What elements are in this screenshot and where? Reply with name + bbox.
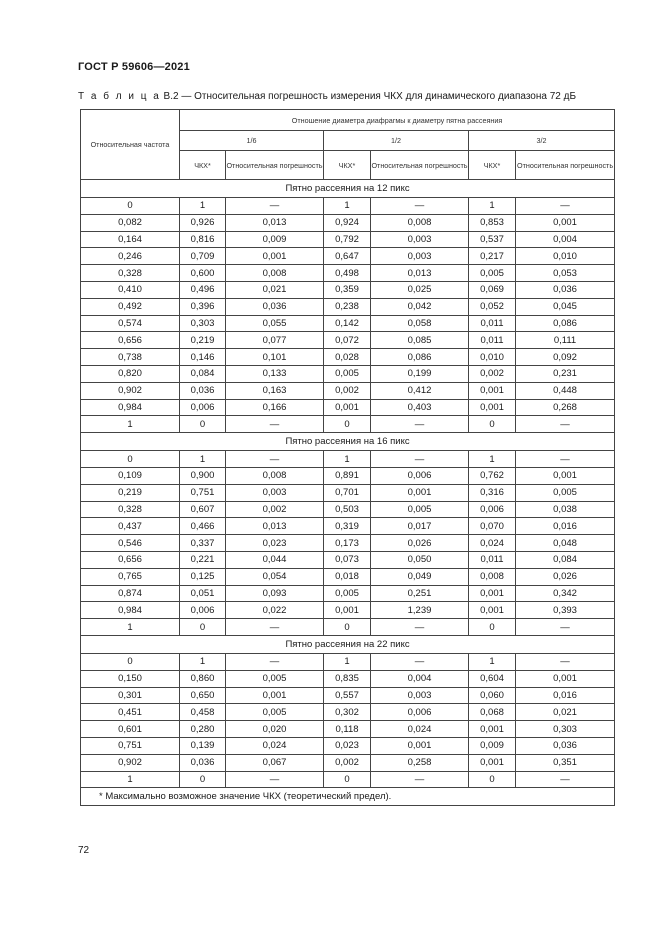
table-cell: 0,003 xyxy=(371,248,469,265)
table-cell: 0 xyxy=(180,619,226,636)
table-cell: 0,246 xyxy=(81,248,180,265)
table-cell: 0,647 xyxy=(324,248,371,265)
table-cell: 0,001 xyxy=(324,602,371,619)
table-cell: 0,009 xyxy=(226,231,324,248)
table-cell: 0,219 xyxy=(180,332,226,349)
table-cell: 0,816 xyxy=(180,231,226,248)
table-cell: 0,003 xyxy=(371,687,469,704)
table-cell: 0,403 xyxy=(371,399,469,416)
table-cell: 0,900 xyxy=(180,467,226,484)
table-cell: 0,025 xyxy=(371,281,469,298)
table-cell: 0,011 xyxy=(469,332,516,349)
table-cell: 0,006 xyxy=(180,602,226,619)
table-cell: 0,008 xyxy=(469,568,516,585)
table-row xyxy=(81,602,615,619)
table-cell: 0,221 xyxy=(180,551,226,568)
table-cell: 0,003 xyxy=(371,231,469,248)
table-cell: 0,011 xyxy=(469,315,516,332)
table-cell: 0,410 xyxy=(81,281,180,298)
table-cell: 0,010 xyxy=(516,248,615,265)
table-cell: 0,280 xyxy=(180,721,226,738)
table-cell: 0,001 xyxy=(469,754,516,771)
table-row xyxy=(81,214,615,231)
table-cell: 0,051 xyxy=(180,585,226,602)
table-cell: 0,001 xyxy=(469,721,516,738)
table-cell: 0,013 xyxy=(226,214,324,231)
header-chk: ЧКХ* xyxy=(180,151,226,180)
table-cell: — xyxy=(371,451,469,468)
table-row xyxy=(81,551,615,568)
table-cell: 0,005 xyxy=(226,704,324,721)
table-cell: 0,751 xyxy=(180,484,226,501)
table-cell: 0,021 xyxy=(516,704,615,721)
table-cell: 0,001 xyxy=(324,399,371,416)
table-cell: 0,701 xyxy=(324,484,371,501)
table-cell: 0,902 xyxy=(81,382,180,399)
table-cell: 0,765 xyxy=(81,568,180,585)
table-cell: — xyxy=(371,653,469,670)
table-cell: 0,101 xyxy=(226,349,324,366)
table-cell: 0,005 xyxy=(226,670,324,687)
table-cell: 1 xyxy=(81,771,180,788)
table-cell: 0,017 xyxy=(371,518,469,535)
table-row xyxy=(81,416,615,433)
table-row xyxy=(81,399,615,416)
table-cell: 0,173 xyxy=(324,535,371,552)
table-cell: 0,008 xyxy=(226,467,324,484)
table-cell: 0,709 xyxy=(180,248,226,265)
table-cell: 0,219 xyxy=(81,484,180,501)
table-row xyxy=(81,737,615,754)
table-cell: 0,820 xyxy=(81,365,180,382)
table-cell: 0,351 xyxy=(516,754,615,771)
table-cell: 0,052 xyxy=(469,298,516,315)
table-cell: 0,023 xyxy=(226,535,324,552)
table-cell: 0,328 xyxy=(81,265,180,282)
document-code: ГОСТ Р 59606—2021 xyxy=(78,61,190,73)
section-title: Пятно рассеяния на 12 пикс xyxy=(81,180,615,198)
table-cell: 0,005 xyxy=(324,365,371,382)
table-cell: 0,359 xyxy=(324,281,371,298)
table-cell: 0,860 xyxy=(180,670,226,687)
table-row xyxy=(81,332,615,349)
table-cell: 1 xyxy=(469,653,516,670)
table-cell: 0,303 xyxy=(516,721,615,738)
section-row xyxy=(81,433,615,451)
header-ratio-1-6: 1/6 xyxy=(180,131,324,151)
table-cell: 0,924 xyxy=(324,214,371,231)
table-cell: — xyxy=(516,771,615,788)
header-chk: ЧКХ* xyxy=(324,151,371,180)
table-cell: 0,001 xyxy=(469,382,516,399)
table-cell: 0,036 xyxy=(180,754,226,771)
table-cell: 0,067 xyxy=(226,754,324,771)
table-cell: 0,448 xyxy=(516,382,615,399)
table-cell: 0,022 xyxy=(226,602,324,619)
table-cell: 0,013 xyxy=(371,265,469,282)
table-caption xyxy=(78,91,576,102)
table-cell: 1 xyxy=(324,451,371,468)
table-cell: 0,036 xyxy=(226,298,324,315)
table-cell: 0,085 xyxy=(371,332,469,349)
table-row xyxy=(81,451,615,468)
table-cell: 0,084 xyxy=(180,365,226,382)
table-cell: 0,604 xyxy=(469,670,516,687)
table-cell: 0,006 xyxy=(469,501,516,518)
table-cell: 0,607 xyxy=(180,501,226,518)
table-cell: 0,503 xyxy=(324,501,371,518)
table-cell: 0,231 xyxy=(516,365,615,382)
table-cell: 0,268 xyxy=(516,399,615,416)
table-cell: 0,082 xyxy=(81,214,180,231)
table-row xyxy=(81,653,615,670)
table-cell: 0,337 xyxy=(180,535,226,552)
table-row xyxy=(81,281,615,298)
table-cell: 0,163 xyxy=(226,382,324,399)
table-cell: 0,001 xyxy=(469,585,516,602)
table-cell: 0,762 xyxy=(469,467,516,484)
table-cell: 0,150 xyxy=(81,670,180,687)
table-cell: 0,028 xyxy=(324,349,371,366)
table-cell: 0,069 xyxy=(469,281,516,298)
table-cell: 0,557 xyxy=(324,687,371,704)
table-cell: 0,005 xyxy=(516,484,615,501)
header-error: Относительная погрешность xyxy=(226,151,324,180)
table-row xyxy=(81,518,615,535)
table-cell: — xyxy=(516,619,615,636)
table-cell: 0,251 xyxy=(371,585,469,602)
table-cell: 1 xyxy=(324,653,371,670)
table-row xyxy=(81,501,615,518)
table-cell: 0,001 xyxy=(516,467,615,484)
table-cell: 0,006 xyxy=(180,399,226,416)
table-cell: 0,164 xyxy=(81,231,180,248)
table-cell: 0,001 xyxy=(469,399,516,416)
table-cell: 0,001 xyxy=(516,214,615,231)
table-cell: 0,020 xyxy=(226,721,324,738)
header-ratio-1-2: 1/2 xyxy=(324,131,469,151)
table-row xyxy=(81,721,615,738)
table-cell: — xyxy=(226,619,324,636)
table-cell: 0,853 xyxy=(469,214,516,231)
table-cell: 0,068 xyxy=(469,704,516,721)
table-row xyxy=(81,265,615,282)
table-cell: 0,166 xyxy=(226,399,324,416)
table-cell: 0,013 xyxy=(226,518,324,535)
table-cell: — xyxy=(516,198,615,215)
table-row xyxy=(81,704,615,721)
table-row xyxy=(81,754,615,771)
table-row xyxy=(81,382,615,399)
table-row xyxy=(81,585,615,602)
table-cell: 0,003 xyxy=(226,484,324,501)
table-row xyxy=(81,670,615,687)
page-number: 72 xyxy=(78,845,90,856)
table-cell: 0,011 xyxy=(469,551,516,568)
table-cell: 0,302 xyxy=(324,704,371,721)
table-cell: 0,217 xyxy=(469,248,516,265)
table-cell: 0,412 xyxy=(371,382,469,399)
table-cell: 0,044 xyxy=(226,551,324,568)
table-cell: 0,008 xyxy=(226,265,324,282)
table-cell: 0,125 xyxy=(180,568,226,585)
table-cell: 0,891 xyxy=(324,467,371,484)
table-cell: 0,048 xyxy=(516,535,615,552)
table-cell: 0,036 xyxy=(516,281,615,298)
table-cell: 0,458 xyxy=(180,704,226,721)
table-cell: 0,109 xyxy=(81,467,180,484)
table-cell: 0 xyxy=(469,416,516,433)
table-cell: — xyxy=(226,771,324,788)
footnote-row xyxy=(81,788,615,806)
table-cell: 0,792 xyxy=(324,231,371,248)
table-cell: — xyxy=(371,416,469,433)
table-cell: 0,024 xyxy=(469,535,516,552)
table-cell: 0,093 xyxy=(226,585,324,602)
table-cell: 0,018 xyxy=(324,568,371,585)
table-cell: 0 xyxy=(81,451,180,468)
table-cell: — xyxy=(516,653,615,670)
table-cell: 0 xyxy=(324,771,371,788)
table-cell: 1 xyxy=(81,619,180,636)
table-cell: 1 xyxy=(180,653,226,670)
table-cell: 0,328 xyxy=(81,501,180,518)
header-error: Относительная погрешность xyxy=(516,151,615,180)
table-row xyxy=(81,298,615,315)
table-cell: 0,835 xyxy=(324,670,371,687)
table-cell: 0,006 xyxy=(371,704,469,721)
table-cell: 0,045 xyxy=(516,298,615,315)
table-cell: 0 xyxy=(469,771,516,788)
table-cell: 0,199 xyxy=(371,365,469,382)
table-cell: — xyxy=(516,416,615,433)
table-row xyxy=(81,484,615,501)
table-cell: 0,008 xyxy=(371,214,469,231)
table-row xyxy=(81,619,615,636)
table-cell: 0,466 xyxy=(180,518,226,535)
table-cell: 0,002 xyxy=(469,365,516,382)
table-cell: 0,738 xyxy=(81,349,180,366)
table-cell: — xyxy=(226,653,324,670)
table-cell: 0,437 xyxy=(81,518,180,535)
section-title: Пятно рассеяния на 16 пикс xyxy=(81,433,615,451)
table-cell: 0,055 xyxy=(226,315,324,332)
table-cell: 0,026 xyxy=(371,535,469,552)
table-cell: 0,053 xyxy=(516,265,615,282)
table-cell: 0,016 xyxy=(516,518,615,535)
table-cell: 0,902 xyxy=(81,754,180,771)
table-cell: — xyxy=(226,198,324,215)
table-caption-label: Т а б л и ц а xyxy=(78,91,161,102)
table-cell: 1 xyxy=(324,198,371,215)
table-cell: 0,023 xyxy=(324,737,371,754)
table-cell: — xyxy=(516,451,615,468)
table-cell: 0,009 xyxy=(469,737,516,754)
table-cell: 0,001 xyxy=(469,602,516,619)
table-cell: 0,001 xyxy=(371,737,469,754)
table-cell: 0 xyxy=(81,653,180,670)
table-cell: 0,874 xyxy=(81,585,180,602)
table-cell: 1 xyxy=(180,451,226,468)
table-cell: 0,024 xyxy=(226,737,324,754)
table-cell: 0,092 xyxy=(516,349,615,366)
table-row xyxy=(81,687,615,704)
table-cell: 0,001 xyxy=(226,687,324,704)
table-cell: 0,926 xyxy=(180,214,226,231)
table-row xyxy=(81,248,615,265)
table-cell: 0,086 xyxy=(371,349,469,366)
table-cell: 0,984 xyxy=(81,399,180,416)
table-row xyxy=(81,568,615,585)
table-cell: 0 xyxy=(324,416,371,433)
table-cell: 0,005 xyxy=(371,501,469,518)
table-cell: 1,239 xyxy=(371,602,469,619)
table-cell: 0,073 xyxy=(324,551,371,568)
table-cell: 0,303 xyxy=(180,315,226,332)
table-cell: 0,319 xyxy=(324,518,371,535)
error-table xyxy=(80,109,615,806)
section-title: Пятно рассеяния на 22 пикс xyxy=(81,635,615,653)
table-cell: 0,751 xyxy=(81,737,180,754)
header-ratio-group: Отношение диаметра диафрагмы к диаметру пятна рассеяния xyxy=(180,110,615,131)
table-cell: 0,984 xyxy=(81,602,180,619)
table-cell: 0,139 xyxy=(180,737,226,754)
table-row xyxy=(81,771,615,788)
table-cell: 0,118 xyxy=(324,721,371,738)
table-cell: — xyxy=(226,451,324,468)
table-cell: — xyxy=(371,619,469,636)
table-cell: 0,001 xyxy=(516,670,615,687)
table-row xyxy=(81,349,615,366)
table-cell: 0,600 xyxy=(180,265,226,282)
table-row xyxy=(81,467,615,484)
table-cell: 1 xyxy=(180,198,226,215)
table-cell: 0,054 xyxy=(226,568,324,585)
table-cell: 0,024 xyxy=(371,721,469,738)
table-cell: 0,002 xyxy=(226,501,324,518)
table-cell: 0,070 xyxy=(469,518,516,535)
table-cell: 0,084 xyxy=(516,551,615,568)
table-cell: 0,005 xyxy=(469,265,516,282)
table-cell: 0,451 xyxy=(81,704,180,721)
table-cell: 0,342 xyxy=(516,585,615,602)
table-cell: 0,002 xyxy=(324,382,371,399)
section-row xyxy=(81,635,615,653)
header-relative-frequency: Относительная частота xyxy=(81,110,180,180)
table-row xyxy=(81,535,615,552)
table-row xyxy=(81,231,615,248)
table-cell: 0,042 xyxy=(371,298,469,315)
table-cell: 0,004 xyxy=(371,670,469,687)
header-ratio-3-2: 3/2 xyxy=(469,131,615,151)
table-cell: 1 xyxy=(469,198,516,215)
table-cell: 0,498 xyxy=(324,265,371,282)
table-cell: 0,650 xyxy=(180,687,226,704)
table-cell: 1 xyxy=(81,416,180,433)
table-cell: — xyxy=(371,771,469,788)
table-row xyxy=(81,365,615,382)
error-table-body xyxy=(81,110,615,806)
table-cell: 0,049 xyxy=(371,568,469,585)
table-cell: 1 xyxy=(469,451,516,468)
table-cell: 0 xyxy=(81,198,180,215)
table-cell: 0,005 xyxy=(324,585,371,602)
table-cell: 0,142 xyxy=(324,315,371,332)
table-cell: 0,036 xyxy=(516,737,615,754)
table-footnote: * Максимально возможное значение ЧКХ (теоретический предел). xyxy=(81,788,615,806)
table-row xyxy=(81,198,615,215)
table-cell: 0,396 xyxy=(180,298,226,315)
table-row xyxy=(81,315,615,332)
table-cell: 0,258 xyxy=(371,754,469,771)
table-cell: 0,006 xyxy=(371,467,469,484)
table-cell: 0,537 xyxy=(469,231,516,248)
table-cell: 0,492 xyxy=(81,298,180,315)
table-cell: 0,050 xyxy=(371,551,469,568)
header-error: Относительная погрешность xyxy=(371,151,469,180)
table-cell: 0,026 xyxy=(516,568,615,585)
table-cell: 0 xyxy=(180,771,226,788)
table-cell: 0,001 xyxy=(371,484,469,501)
table-cell: 0,601 xyxy=(81,721,180,738)
table-cell: 0,077 xyxy=(226,332,324,349)
table-cell: 0,016 xyxy=(516,687,615,704)
table-cell: 0,060 xyxy=(469,687,516,704)
table-caption-text: В.2 — Относительная погрешность измерения ЧКХ для динамического диапазона 72 дБ xyxy=(160,91,577,102)
table-cell: 0,038 xyxy=(516,501,615,518)
table-cell: 0,574 xyxy=(81,315,180,332)
table-cell: 0,301 xyxy=(81,687,180,704)
table-cell: 0,010 xyxy=(469,349,516,366)
table-cell: — xyxy=(226,416,324,433)
table-cell: 0,058 xyxy=(371,315,469,332)
table-cell: 0,496 xyxy=(180,281,226,298)
table-cell: 0,546 xyxy=(81,535,180,552)
table-cell: 0 xyxy=(180,416,226,433)
table-cell: 0,001 xyxy=(226,248,324,265)
table-cell: 0 xyxy=(469,619,516,636)
table-cell: 0 xyxy=(324,619,371,636)
table-cell: 0,111 xyxy=(516,332,615,349)
table-cell: 0,656 xyxy=(81,551,180,568)
table-cell: 0,004 xyxy=(516,231,615,248)
table-cell: — xyxy=(371,198,469,215)
header-chk: ЧКХ* xyxy=(469,151,516,180)
table-cell: 0,072 xyxy=(324,332,371,349)
table-cell: 0,133 xyxy=(226,365,324,382)
table-cell: 0,656 xyxy=(81,332,180,349)
table-cell: 0,146 xyxy=(180,349,226,366)
table-cell: 0,316 xyxy=(469,484,516,501)
table-cell: 0,238 xyxy=(324,298,371,315)
table-cell: 0,002 xyxy=(324,754,371,771)
table-cell: 0,086 xyxy=(516,315,615,332)
table-cell: 0,021 xyxy=(226,281,324,298)
section-row xyxy=(81,180,615,198)
table-cell: 0,393 xyxy=(516,602,615,619)
table-cell: 0,036 xyxy=(180,382,226,399)
